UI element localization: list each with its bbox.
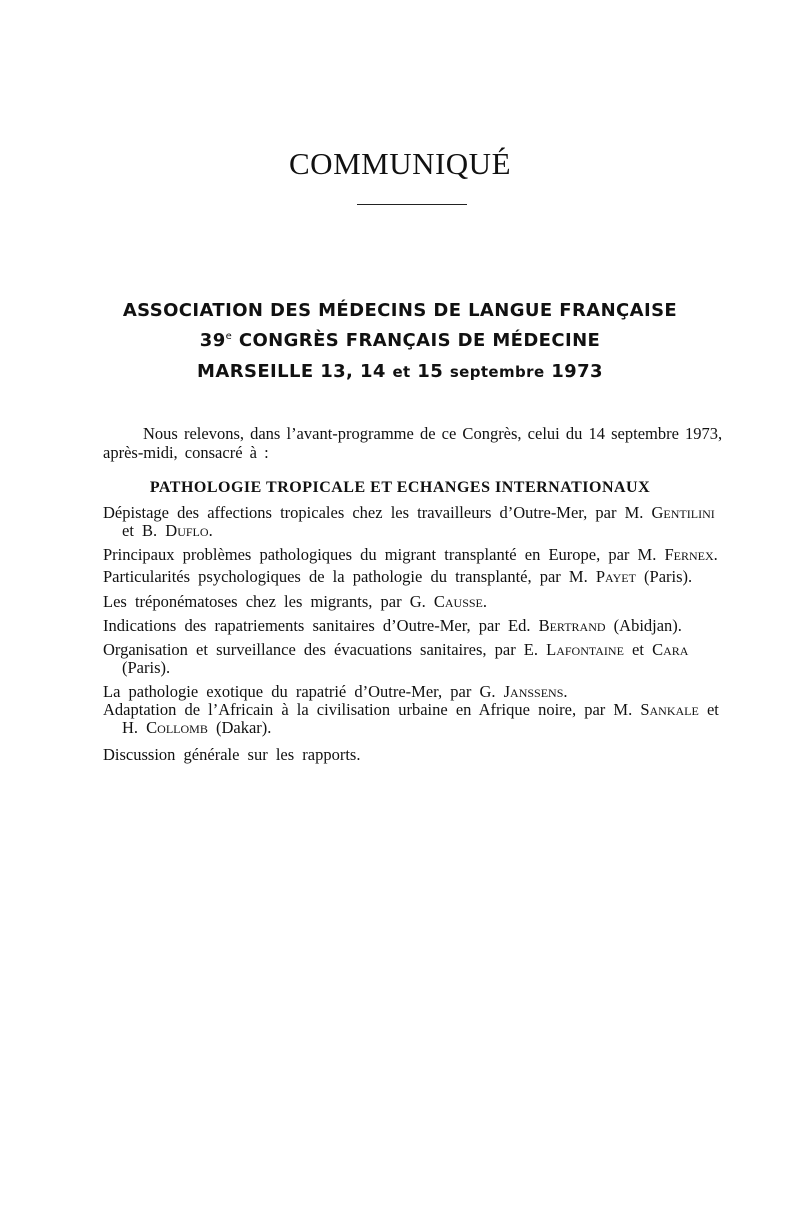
congress-number: 39 bbox=[199, 330, 226, 351]
programme-list bbox=[103, 503, 719, 764]
list-item bbox=[103, 700, 719, 737]
list-item bbox=[103, 746, 699, 764]
item-text: (Dakar). bbox=[207, 718, 272, 737]
author-name: Cara bbox=[652, 640, 689, 659]
item-text: . bbox=[482, 592, 487, 611]
item-text: et bbox=[623, 640, 653, 659]
title-divider bbox=[357, 204, 467, 205]
author-name: Duflo bbox=[165, 521, 209, 540]
author-name: Fernex bbox=[664, 545, 714, 564]
author-name: Bertrand bbox=[538, 616, 606, 635]
author-name: Gentilini bbox=[651, 503, 715, 522]
item-text: et B. bbox=[122, 521, 166, 540]
dates-day: 15 bbox=[410, 361, 450, 382]
list-item bbox=[103, 617, 699, 635]
item-text: Dépistage des affections tropicales chez les travailleurs d’Outre-Mer, par M. bbox=[103, 503, 652, 522]
dates-city: MARSEILLE 13, 14 bbox=[197, 361, 393, 382]
item-text: Discussion générale sur les rapports. bbox=[103, 745, 361, 764]
section-title: PATHOLOGIE TROPICALE ET ECHANGES INTERNATIONAUX bbox=[149, 479, 651, 496]
item-text: . bbox=[713, 545, 718, 564]
item-text: (Abidjan). bbox=[605, 616, 682, 635]
list-item bbox=[103, 593, 699, 611]
author-name: Causse bbox=[433, 592, 483, 611]
list-item bbox=[103, 641, 699, 677]
item-text: (Paris). bbox=[635, 567, 693, 586]
item-text: Principaux problèmes pathologiques du migrant transplanté en Europe, par M. bbox=[103, 545, 665, 564]
dates-et: et bbox=[392, 363, 411, 381]
association-heading: ASSOCIATION DES MÉDECINS DE LANGUE FRANÇAISE bbox=[122, 300, 678, 321]
item-text: Adaptation de l’Africain à la civilisation urbaine en Afrique noire, par M. bbox=[103, 700, 641, 719]
item-text: Particularités psychologiques de la pathologie du transplanté, par M. bbox=[103, 567, 596, 586]
congress-name: CONGRÈS FRANÇAIS DE MÉDECINE bbox=[232, 330, 601, 351]
author-name: Payet bbox=[595, 567, 636, 586]
item-text: H. bbox=[122, 718, 147, 737]
author-name: Janssens bbox=[503, 682, 564, 701]
item-text: . bbox=[208, 521, 213, 540]
page-title: COMMUNIQUÉ bbox=[289, 146, 511, 181]
item-text: . bbox=[563, 682, 568, 701]
author-name: Sankale bbox=[640, 700, 699, 719]
item-text: (Paris). bbox=[122, 658, 171, 677]
intro-paragraph bbox=[103, 424, 723, 462]
item-text: Les tréponématoses chez les migrants, par G. bbox=[103, 592, 434, 611]
dates-year: 1973 bbox=[544, 361, 603, 382]
author-name: Collomb bbox=[146, 718, 208, 737]
item-text: La pathologie exotique du rapatrié d’Outre-Mer, par G. bbox=[103, 682, 504, 701]
item-text: Organisation et surveillance des évacuations sanitaires, par E. bbox=[103, 640, 547, 659]
list-item bbox=[103, 545, 718, 564]
intro-line-1: Nous relevons, dans l’avant-programme de ce Congrès, celui du 14 septembre 1973, bbox=[143, 424, 723, 443]
intro-line-2: après-midi, consacré à : bbox=[103, 443, 269, 462]
list-item bbox=[103, 568, 699, 586]
author-name: Lafontaine bbox=[546, 640, 624, 659]
dates-month: septembre bbox=[449, 363, 545, 381]
congress-ordinal-suffix: e bbox=[225, 331, 233, 342]
item-text: Indications des rapatriements sanitaires d’Outre-Mer, par Ed. bbox=[103, 616, 539, 635]
list-item bbox=[103, 503, 715, 540]
list-item bbox=[103, 683, 699, 701]
dates-heading bbox=[0, 361, 800, 382]
item-text: et bbox=[698, 700, 719, 719]
congress-heading bbox=[0, 330, 800, 351]
